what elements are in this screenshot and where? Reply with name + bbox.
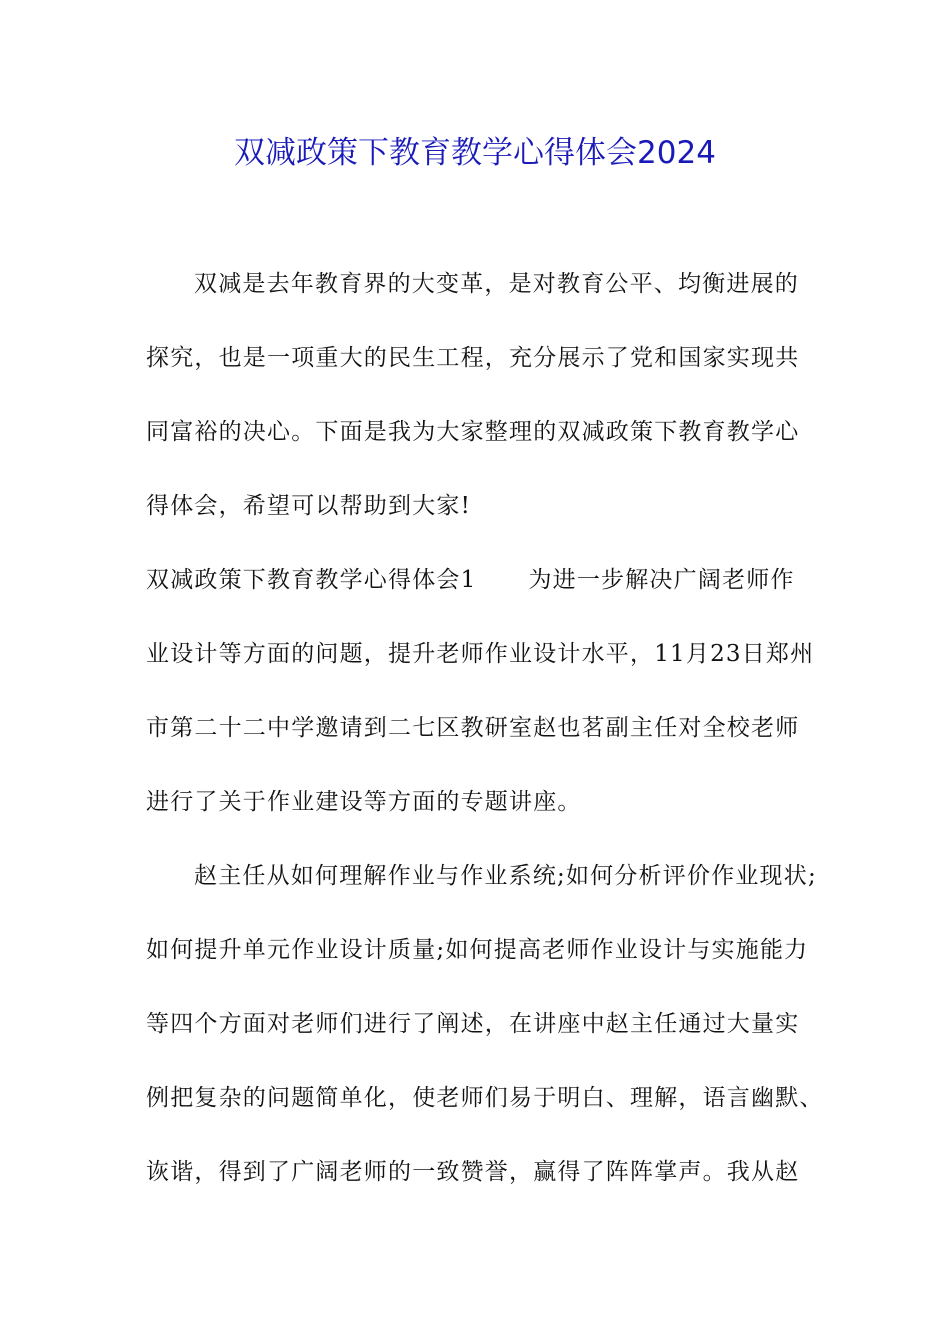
paragraph-line: 业设计等方面的问题，提升老师作业设计水平，11月23日郑州 — [146, 641, 815, 667]
document-body — [146, 258, 824, 1220]
paragraph-line: 探究，也是一项重大的民生工程，充分展示了党和国家实现共 — [146, 345, 800, 371]
section-heading: 双减政策下教育教学心得体会1 — [146, 567, 477, 593]
paragraph-line: 如何提升单元作业设计质量;如何提高老师作业设计与实施能力 — [146, 937, 809, 963]
paragraph-line: 双减是去年教育界的大变革，是对教育公平、均衡进展的 — [194, 271, 799, 297]
paragraph-line: 诙谐，得到了广阔老师的一致赞誉，赢得了阵阵掌声。我从赵 — [146, 1159, 800, 1185]
section-heading-line — [146, 554, 806, 628]
document-title: 双减政策下教育教学心得体会2024 — [234, 135, 716, 171]
paragraph-line: 进行了关于作业建设等方面的专题讲座。 — [146, 789, 582, 815]
paragraph-line: 得体会，希望可以帮助到大家! — [146, 493, 472, 519]
paragraph-line: 同富裕的决心。下面是我为大家整理的双减政策下教育教学心 — [146, 419, 800, 445]
paragraph-line: 等四个方面对老师们进行了阐述，在讲座中赵主任通过大量实 — [146, 1011, 800, 1037]
paragraph-line: 市第二十二中学邀请到二七区教研室赵也茗副主任对全校老师 — [146, 715, 800, 741]
paragraph-text: 为进一步解决广阔老师作 — [528, 567, 795, 593]
paragraph-line: 例把复杂的问题简单化，使老师们易于明白、理解，语言幽默、 — [146, 1085, 824, 1111]
paragraph-line: 赵主任从如何理解作业与作业系统;如何分析评价作业现状; — [194, 863, 817, 889]
